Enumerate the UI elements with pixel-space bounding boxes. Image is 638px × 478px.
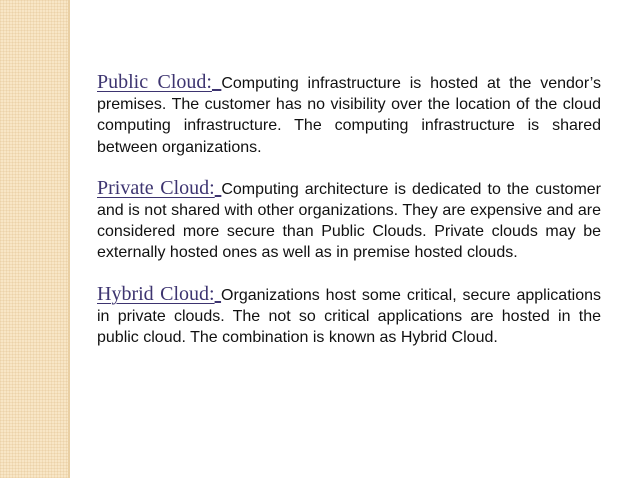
- decorative-side-band: [0, 0, 68, 478]
- public-cloud-description: Computing infrastructure is hosted at the vendor’s premises. The customer has no visibility over the location of the cloud computing infrastructure. The computing infrastructure is shared between organizations.: [97, 75, 602, 156]
- side-divider: [68, 0, 70, 478]
- public-cloud-heading: Public Cloud:: [97, 71, 212, 93]
- hybrid-cloud-description: Organizations host some critical, secure applications in private clouds. The not so critical applications are hosted in the public cloud. The combination is known as Hybrid Cloud.: [97, 286, 601, 347]
- private-cloud-paragraph: [97, 178, 601, 264]
- private-cloud-description: Computing architecture is dedicated to the customer and is not shared with other organizations. They are expensive and are considered more secure than Public Clouds. Private clouds may be externally hosted ones as well as in premise hosted clouds.: [97, 180, 602, 262]
- hybrid-cloud-paragraph: [97, 284, 601, 349]
- slide-content: [97, 72, 601, 365]
- private-cloud-heading: Private Cloud:: [97, 176, 215, 199]
- hybrid-cloud-heading: Hybrid Cloud:: [97, 282, 215, 305]
- public-cloud-paragraph: [97, 72, 601, 158]
